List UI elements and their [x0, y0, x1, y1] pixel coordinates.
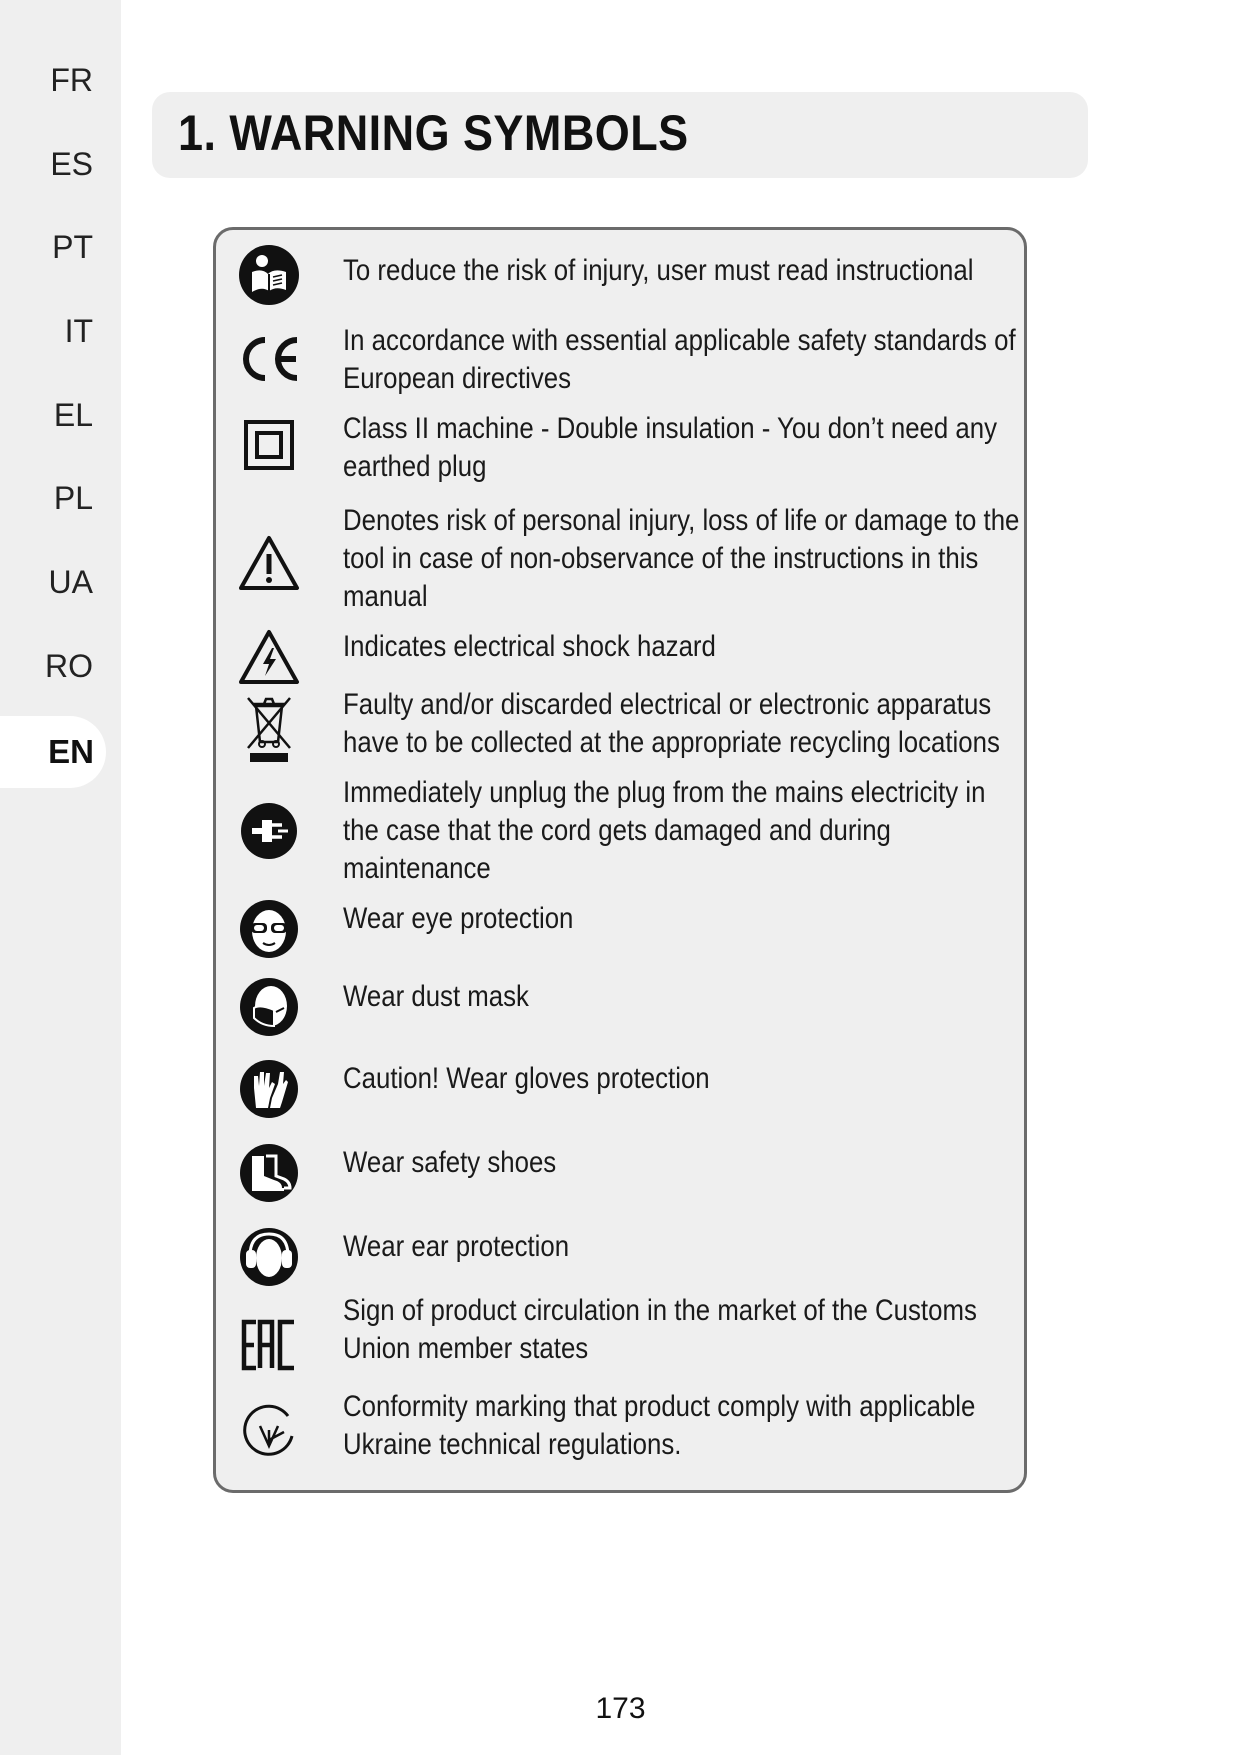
eye-protection-icon	[238, 898, 300, 960]
language-tab-en-active[interactable]	[0, 716, 106, 788]
symbol-description: Wear eye protection	[343, 902, 574, 935]
symbol-description: Wear ear protection	[343, 1230, 570, 1263]
eac-mark-icon	[238, 1314, 300, 1376]
language-tab-ua[interactable]: UA	[48, 564, 93, 600]
symbol-description: To reduce the risk of injury, user must read instructional	[343, 254, 974, 287]
electric-shock-icon	[238, 626, 300, 688]
symbol-description: Denotes risk of personal injury, loss of life or damage to the tool in case of non-observance of the instructions in this manual	[343, 504, 1020, 613]
ear-protection-icon	[238, 1226, 300, 1288]
read-manual-icon	[238, 244, 300, 306]
ce-mark-icon	[238, 328, 300, 390]
unplug-icon	[238, 800, 300, 862]
symbol-description: Wear safety shoes	[343, 1146, 557, 1179]
safety-shoes-icon	[238, 1142, 300, 1204]
warning-triangle-icon	[238, 532, 300, 594]
symbol-description: Sign of product circulation in the market of the Customs Union member states	[343, 1294, 977, 1365]
symbol-description: Indicates electrical shock hazard	[343, 630, 716, 663]
language-tab-pl[interactable]: PL	[53, 480, 93, 516]
section-header	[152, 92, 1088, 178]
symbol-description: Caution! Wear gloves protection	[343, 1062, 710, 1095]
gloves-icon	[238, 1058, 300, 1120]
symbol-description: Conformity marking that product comply with applicable Ukraine technical regulations.	[343, 1390, 976, 1461]
language-tab-es[interactable]: ES	[50, 146, 93, 182]
language-tab-fr[interactable]: FR	[50, 62, 93, 98]
symbol-description: In accordance with essential applicable safety standards of European directives	[343, 324, 1016, 395]
language-tab-ro[interactable]: RO	[45, 648, 93, 684]
active-language-label: EN	[48, 733, 94, 770]
language-tab-it[interactable]: IT	[64, 313, 93, 349]
weee-bin-icon	[238, 692, 300, 764]
warning-symbols-table	[213, 227, 1027, 1493]
section-title: 1. WARNING SYMBOLS	[178, 105, 689, 161]
symbol-description: Immediately unplug the plug from the mains electricity in the case that the cord gets damaged and during maintenance	[343, 776, 986, 885]
symbol-description: Wear dust mask	[343, 980, 529, 1013]
symbol-description: Class II machine - Double insulation - You don’t need any earthed plug	[343, 412, 998, 483]
symbol-description: Faulty and/or discarded electrical or electronic apparatus have to be collected at the appropriate recycling locations	[343, 688, 1000, 759]
dust-mask-icon	[238, 976, 300, 1038]
page-number: 173	[595, 1692, 646, 1725]
double-insulation-icon	[238, 414, 300, 476]
language-tab-pt[interactable]: PT	[52, 229, 93, 265]
language-tab-el[interactable]: EL	[53, 397, 93, 433]
ukraine-conformity-icon	[238, 1400, 300, 1462]
language-sidebar	[0, 0, 121, 1755]
